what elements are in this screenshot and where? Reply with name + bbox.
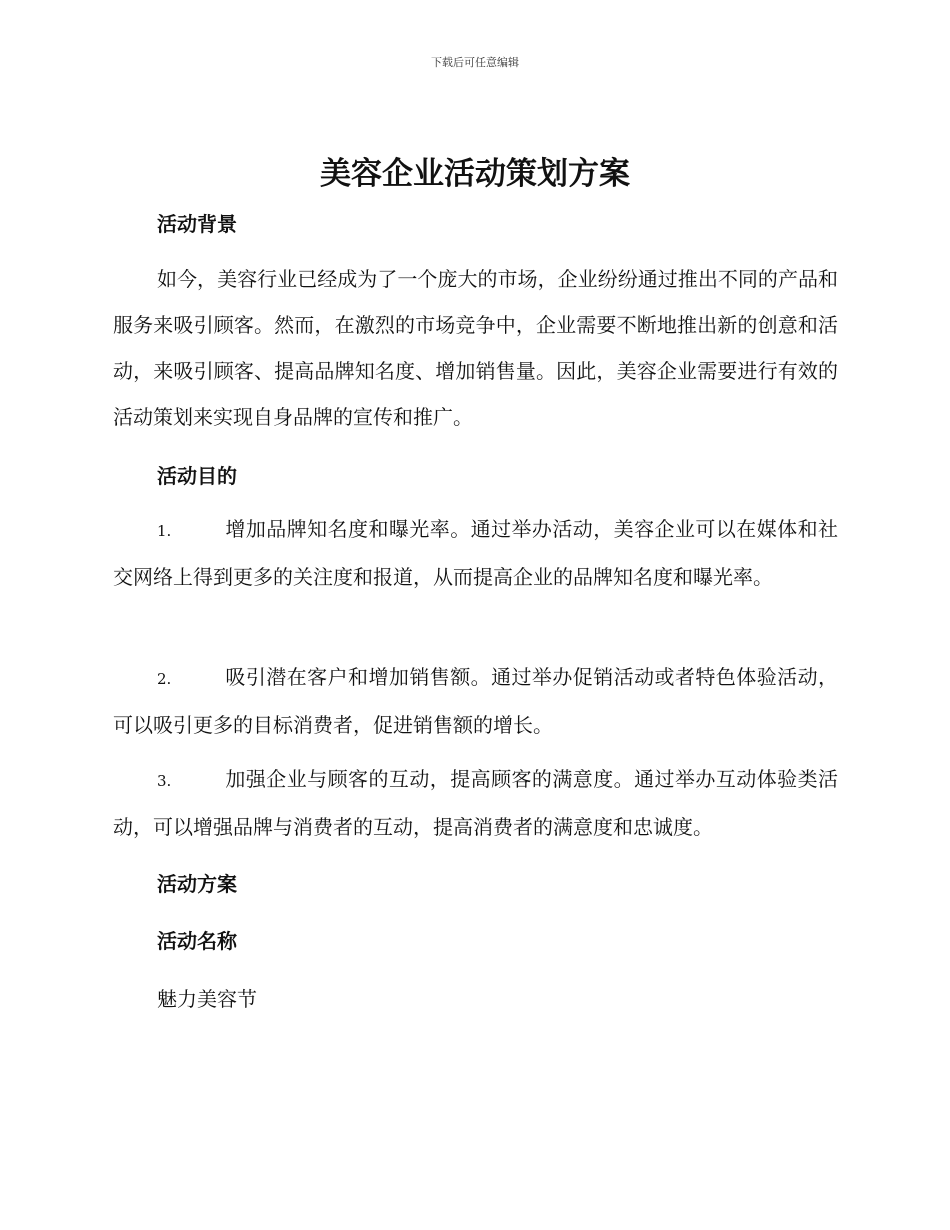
heading-goals: 活动目的	[157, 464, 237, 488]
goal-number: 1.	[157, 522, 172, 540]
paragraph-background: 如今，美容行业已经成为了一个庞大的市场，企业纷纷通过推出不同的产品和服务来吸引顾客。然而，在激烈的市场竞争中，企业需要不断地推出新的创意和活动，来吸引顾客、提高品牌知名度、增加销售量。因此，美容企业需要进行有效的活动策划来实现自身品牌的宣传和推广。	[113, 267, 838, 429]
goal-number: 2.	[157, 670, 172, 688]
header-note: 下载后可任意编辑	[431, 56, 519, 69]
heading-plan: 活动方案	[157, 872, 237, 896]
goal-text: 加强企业与顾客的互动，提高顾客的满意度。通过举办互动体验类活动，可以增强品牌与消费者的互动，提高消费者的满意度和忠诚度。	[113, 767, 838, 839]
document-title: 美容企业活动策划方案	[320, 156, 630, 192]
goal-text: 增加品牌知名度和曝光率。通过举办活动，美容企业可以在媒体和社交网络上得到更多的关注度和报道，从而提高企业的品牌知名度和曝光率。	[113, 517, 838, 589]
activity-name-value: 魅力美容节	[157, 987, 257, 1011]
goal-number: 3.	[157, 772, 172, 790]
heading-activity-name: 活动名称	[157, 929, 237, 953]
goal-item-2	[113, 654, 838, 748]
goal-item-1	[113, 506, 838, 600]
heading-background: 活动背景	[157, 212, 237, 236]
goal-text: 吸引潜在客户和增加销售额。通过举办促销活动或者特色体验活动，可以吸引更多的目标消费者，促进销售额的增长。	[113, 665, 838, 737]
goal-item-3	[113, 756, 838, 850]
